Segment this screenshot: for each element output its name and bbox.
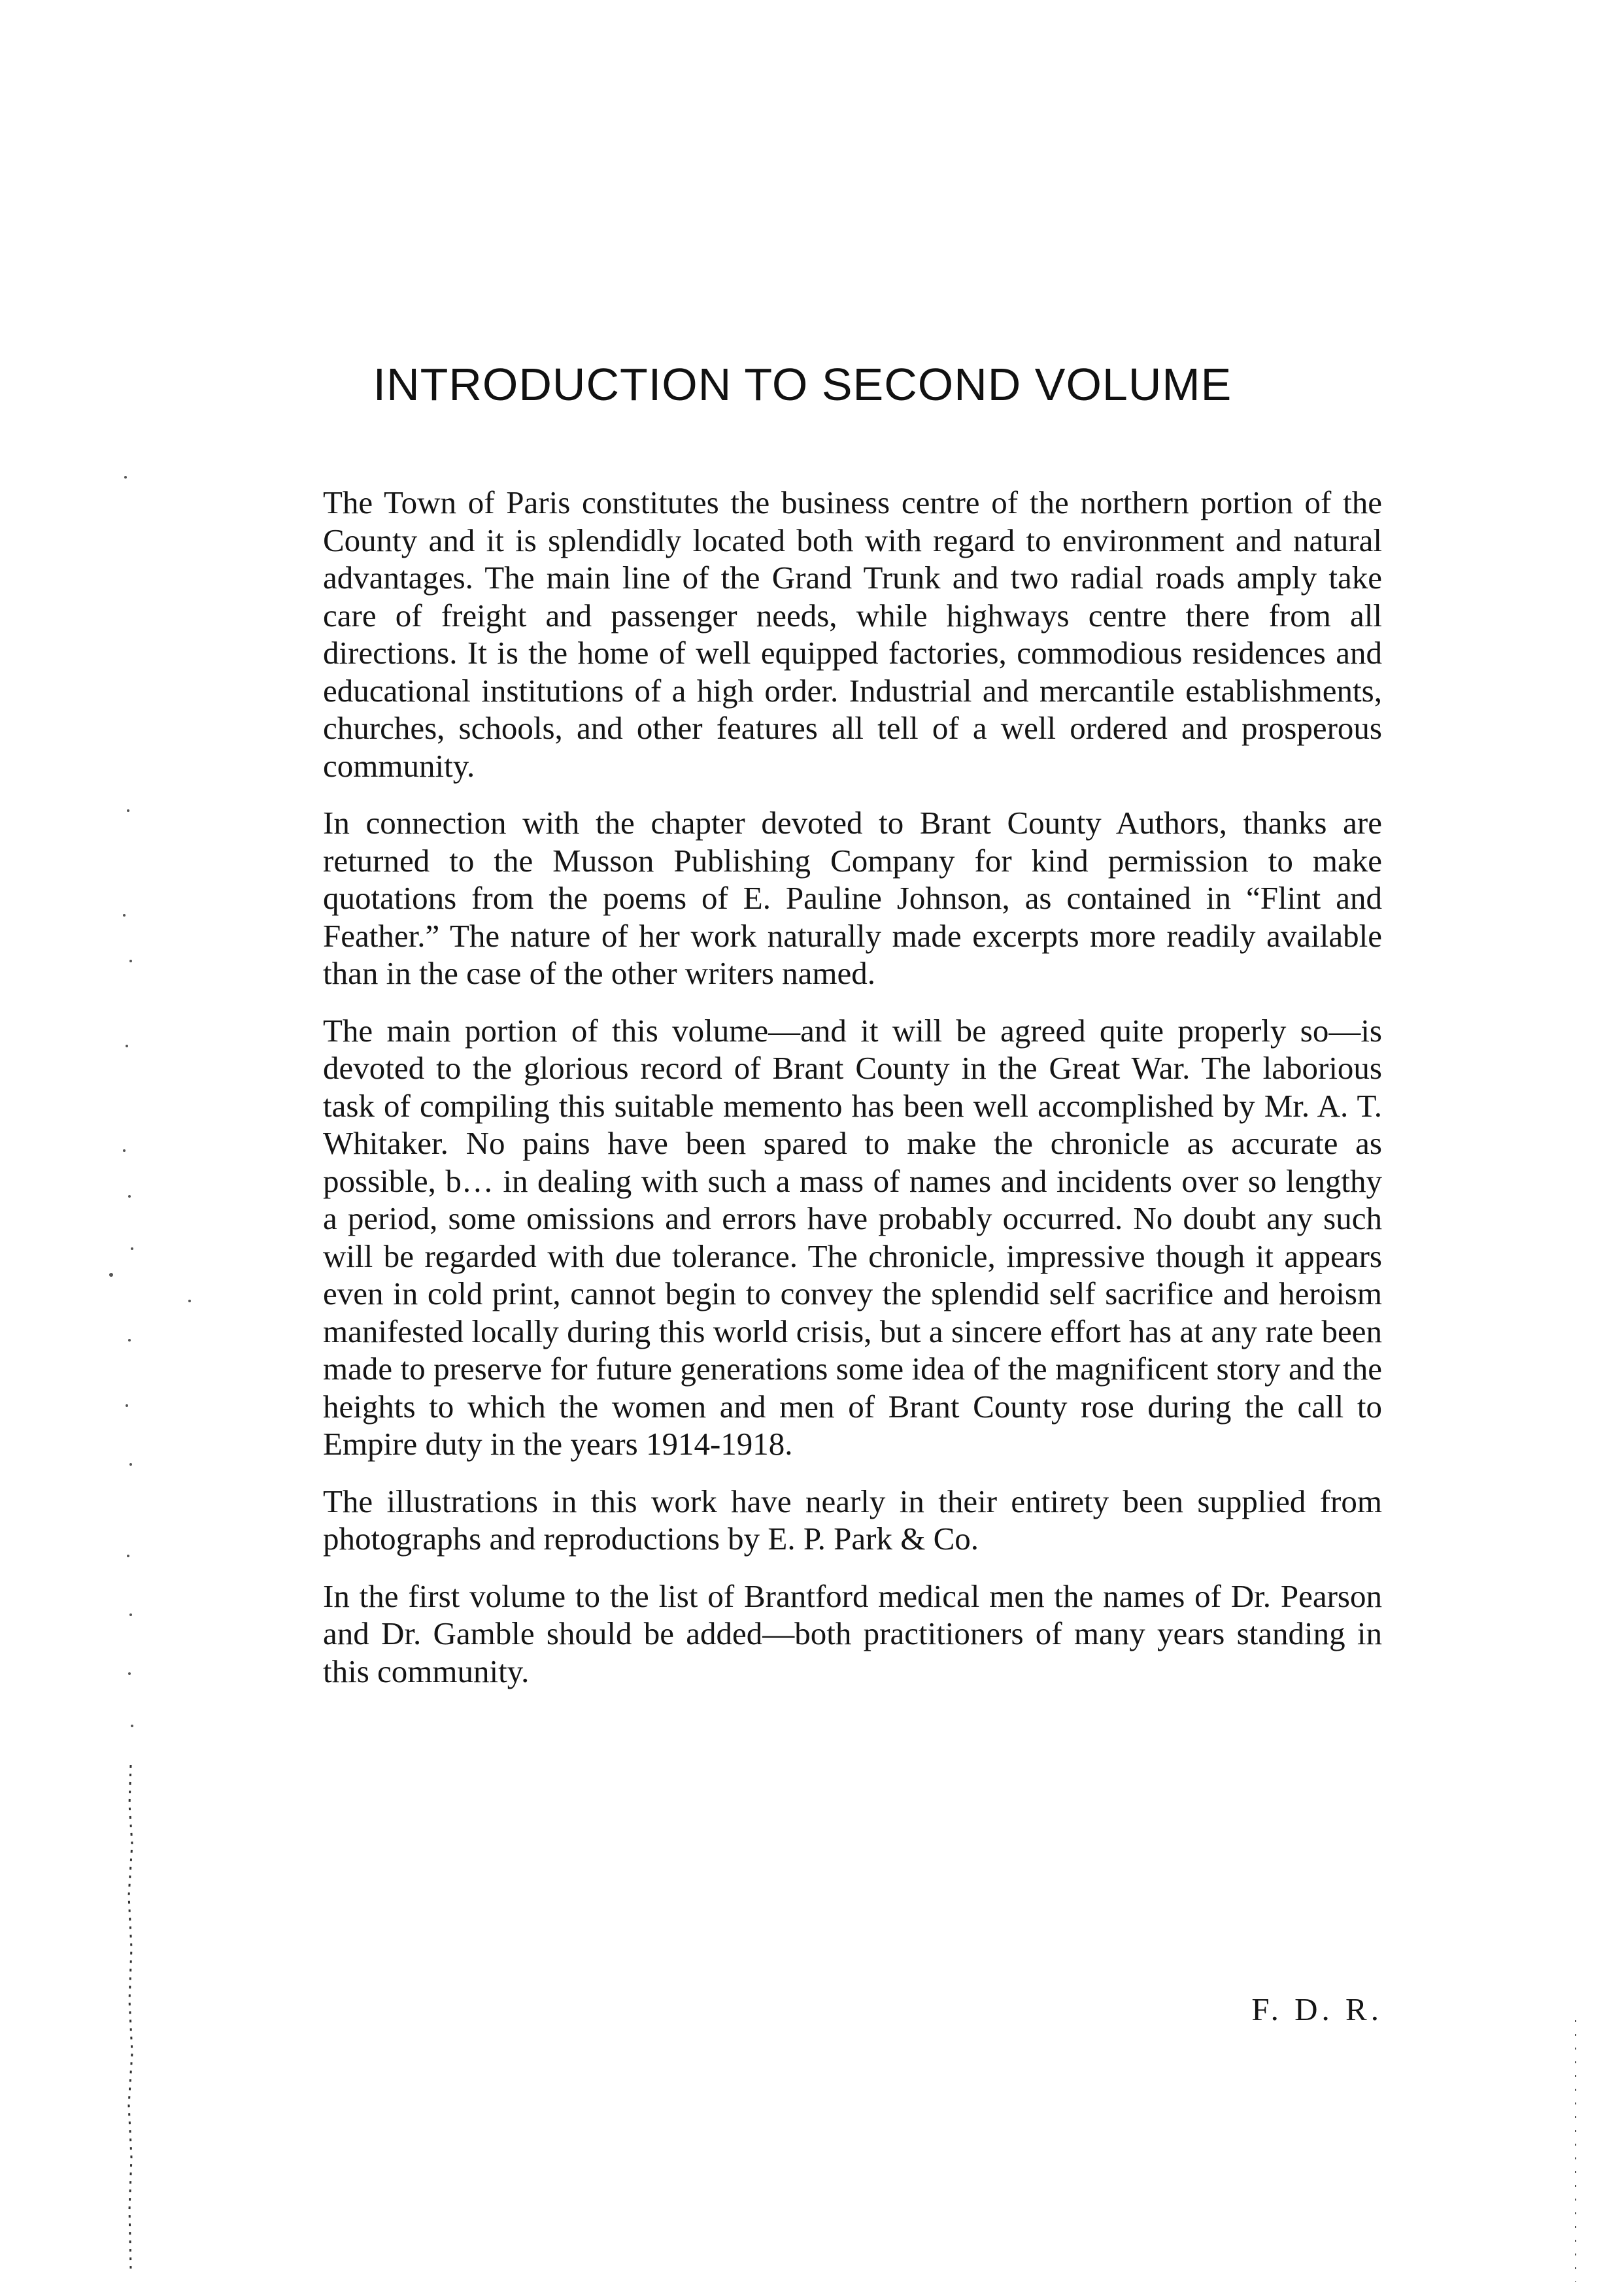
- paragraph-authors: In connection with the chapter devoted to Brant County Authors, thanks are returned to the Musson Publishing Company for kind permission to make quotations from the poems of E. Pauline Johnson, as contained in “Flint and Feather.” The nature of her work naturally made excerpts more readily available than in the case of the other writers named.: [323, 805, 1382, 991]
- paragraph-medical-men: In the first volume to the list of Brantford medical men the names of Dr. Pearson and Dr. Gamble should be added—both practitioners of many years standing in this community.: [323, 1578, 1382, 1689]
- paragraph-great-war: The main portion of this volume—and it will be agreed quite properly so—is devoted to the glorious record of Brant County in the Great War. The laborious task of compiling this suitable memento has been well accomplished by Mr. A. T. Whitaker. No pains have been spared to make the chronicle as accurate as possible, b… in dealing with such a mass of names and incidents over so lengthy a period, some omissions and errors have probably occurred. No doubt any such will be regarded with due tolerance. The chronicle, impressive though it appears even in cold print, cannot begin to convey the splendid self sacrifice and heroism manifested locally during this world crisis, but a sincere effort has at any rate been made to preserve for future generations some idea of the magnificent story and the heights to which the women and men of Brant County rose during the call to Empire duty in the years 1914-1918.: [323, 1012, 1382, 1462]
- paragraph-paris: The Town of Paris constitutes the business centre of the northern portion of the County and it is splendidly located both with regard to environment and natural advantages. The main line of the Grand Trunk and two radial roads amply take care of freight and passenger needs, while highways centre there from all directions. It is the home of well equipped factories, commodious residences and educational institutions of a high order. Industrial and mercantile establishments, churches, schools, and other features all tell of a well ordered and prosperous community.: [323, 484, 1382, 784]
- page-title: INTRODUCTION TO SECOND VOLUME: [373, 359, 1232, 410]
- paragraph-illustrations: The illustrations in this work have nearly in their entirety been supplied from photographs and reproductions by E. P. Park & Co.: [323, 1483, 1382, 1557]
- scan-right-artifacts: [1556, 2014, 1595, 2288]
- author-signature: F. D. R.: [1251, 1991, 1383, 2027]
- document-body: [323, 484, 1382, 1710]
- scan-margin-artifacts: [92, 0, 222, 2296]
